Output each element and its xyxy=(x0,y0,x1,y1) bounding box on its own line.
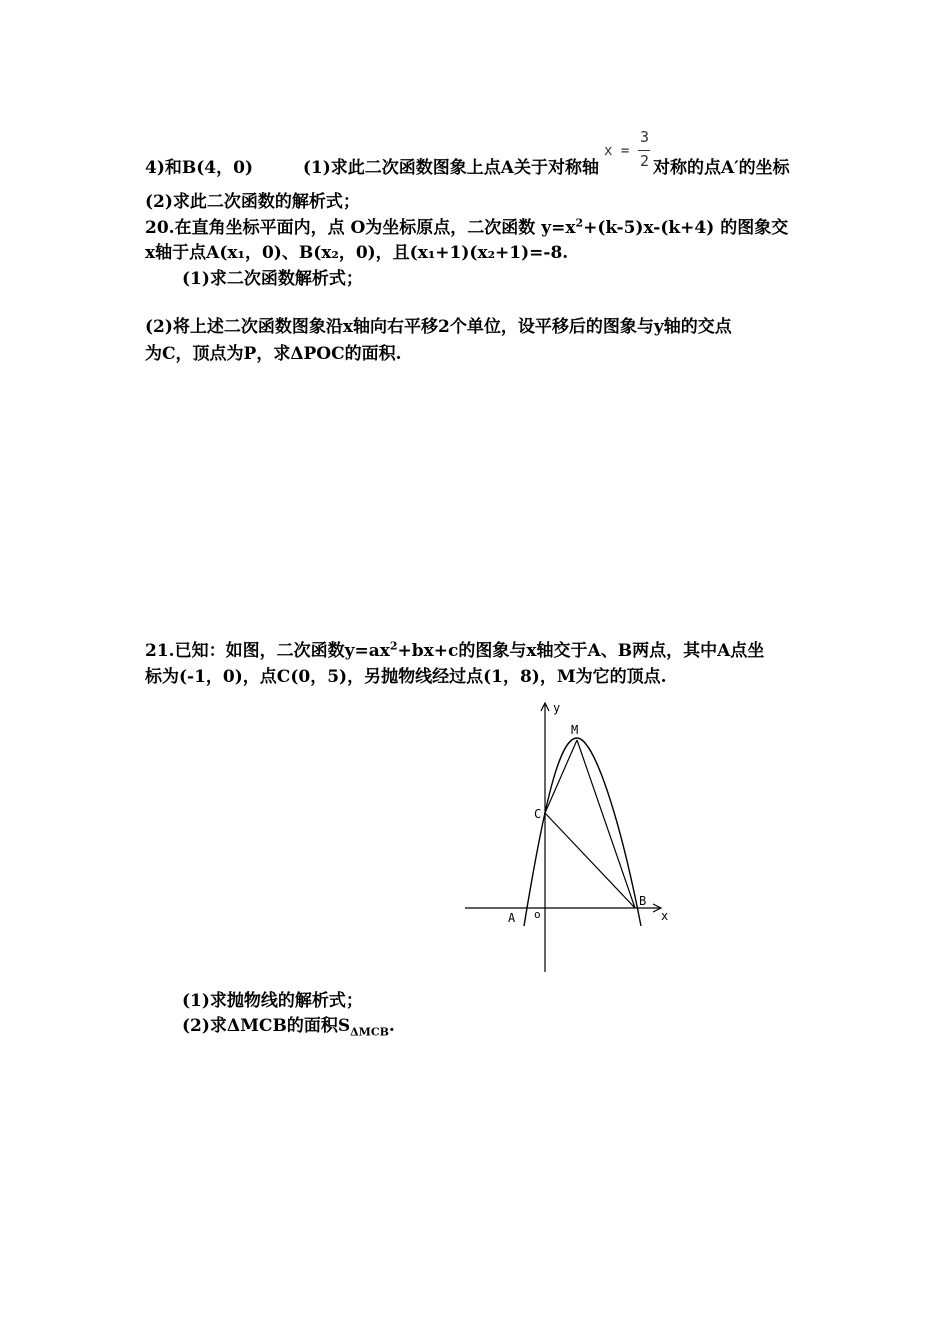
label-y: y xyxy=(553,701,561,715)
segment-cm xyxy=(545,740,577,813)
q20-line1-b: +(k-5)x-(k+4) 的图象交 xyxy=(583,218,789,238)
q21-part2 xyxy=(182,1015,395,1037)
q20-line1-a: 20.在直角坐标平面内，点 O为坐标原点，二次函数 y=x xyxy=(145,218,576,238)
label-o: o xyxy=(534,908,541,921)
segment-cb xyxy=(545,813,635,908)
q20-line2: x轴于点A(x₁，0)、B(x₂，0)，且(x₁+1)(x₂+1)=-8. xyxy=(145,243,569,263)
q20-part1: (1)求二次函数解析式； xyxy=(182,269,363,289)
axis-x-eq: x = xyxy=(604,143,630,159)
axis-denominator: 2 xyxy=(640,152,650,170)
q20-line1 xyxy=(145,217,788,239)
label-m: M xyxy=(571,723,579,737)
label-c: C xyxy=(534,807,542,821)
parabola-curve xyxy=(524,738,641,926)
axis-numerator: 3 xyxy=(640,128,650,146)
q21-part2-sub: ΔMCB xyxy=(350,1025,389,1039)
q19-line1-part2: 对称的点A′的坐标 xyxy=(653,158,790,178)
q21-part2-end: . xyxy=(388,1016,395,1036)
q21-line1 xyxy=(145,640,764,662)
q21-line2: 标为(-1，0)，点C(0，5)，另抛物线经过点(1，8)，M为它的顶点. xyxy=(145,667,667,687)
label-x: x xyxy=(661,909,669,923)
q21-part1: (1)求抛物线的解析式； xyxy=(182,991,363,1011)
fraction-bar xyxy=(638,150,650,151)
q20-part2-line2: 为C，顶点为P，求ΔPOC的面积. xyxy=(145,344,402,364)
label-a: A xyxy=(508,911,516,925)
q19-line2: (2)求此二次函数的解析式； xyxy=(145,192,360,212)
q21-part2-text: (2)求ΔMCB的面积S xyxy=(182,1016,351,1036)
q20-part2-line1: (2)将上述二次函数图象沿x轴向右平移2个单位，设平移后的图象与y轴的交点 xyxy=(145,317,732,337)
q19-line1-part1: (1)求此二次函数图象上点A关于对称轴 xyxy=(302,158,599,178)
q19-line1-left: 4)和B(4，0) xyxy=(145,158,253,178)
label-b: B xyxy=(639,894,647,908)
symmetry-axis-formula xyxy=(604,128,656,176)
q21-exp: 2 xyxy=(389,639,398,653)
parabola-figure xyxy=(460,698,680,978)
q20-exp: 2 xyxy=(575,216,584,230)
q21-line1-a: 21.已知：如图，二次函数y=ax xyxy=(145,641,390,661)
segment-mb xyxy=(577,740,635,908)
q21-line1-b: +bx+c的图象与x轴交于A、B两点，其中A点坐 xyxy=(397,641,765,661)
q19-line1 xyxy=(145,157,599,179)
